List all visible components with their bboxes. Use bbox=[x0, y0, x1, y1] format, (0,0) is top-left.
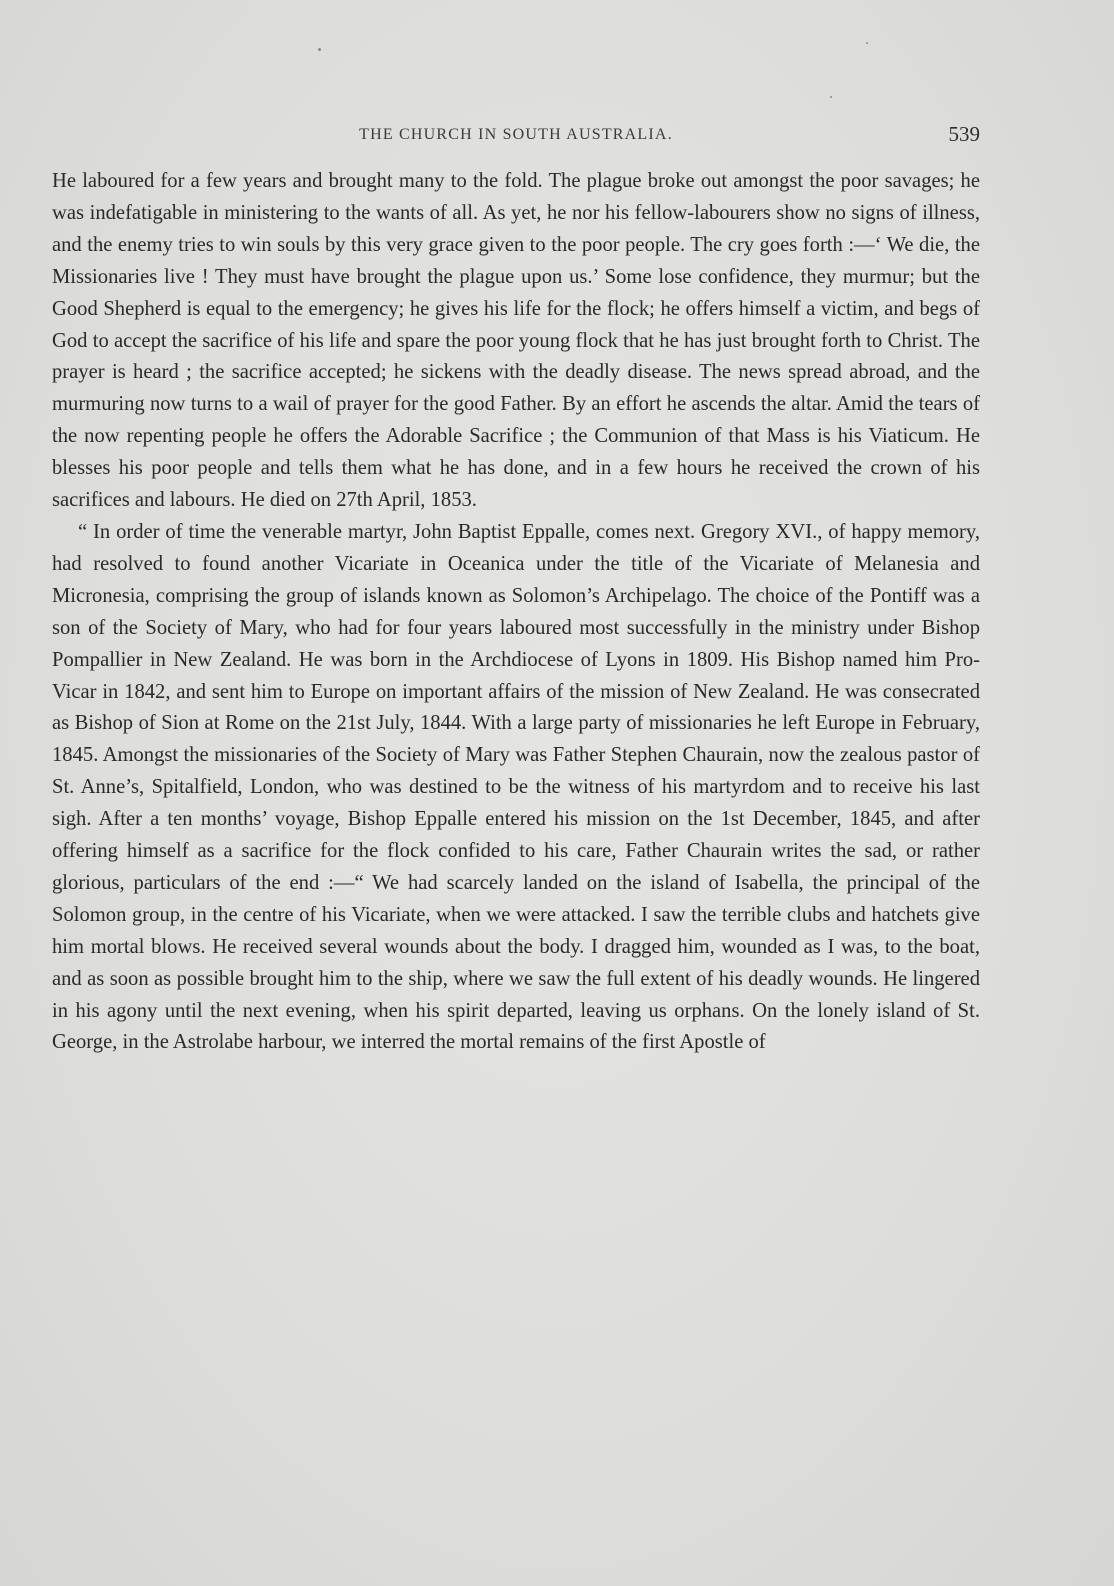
page-header bbox=[52, 120, 980, 156]
page-number: 539 bbox=[948, 122, 980, 146]
body-text bbox=[52, 166, 980, 1059]
paragraph: “ In order of time the venerable martyr, John Baptist Eppalle, comes next. Gregory XVI., of happy memory, had resolved to found another Vicariate in Oceanica under the title of the Vicariate of Melanesia and Micronesia, comprising the group of islands known as Solomon’s Archipelago. The choice of the Pontiff was a son of the Society of Mary, who had for four years laboured most successfully in the ministry under Bishop Pompallier in New Zealand. He was born in the Archdiocese of Lyons in 1809. His Bishop named him Pro-Vicar in 1842, and sent him to Europe on important affairs of the mission of New Zealand. He was consecrated as Bishop of Sion at Rome on the 21st July, 1844. With a large party of missionaries he left Europe in February, 1845. Amongst the missionaries of the Society of Mary was Father Stephen Chaurain, now the zealous pastor of St. Anne’s, Spitalfield, London, who was destined to be the witness of his martyrdom and to receive his last sigh. After a ten months’ voyage, Bishop Eppalle entered his mission on the 1st December, 1845, and after offering himself as a sacrifice for the flock confided to his care, Father Chaurain writes the sad, or rather glorious, particulars of the end :—“ We had scarcely landed on the island of Isabella, the principal of the Solomon group, in the centre of his Vicariate, when we were attacked. I saw the terrible clubs and hatchets give him mortal blows. He received several wounds about the body. I dragged him, wounded as I was, to the boat, and as soon as possible brought him to the ship, where we saw the full extent of his deadly wounds. He lingered in his agony until the next evening, when his spirit departed, leaving us orphans. On the lonely island of St. George, in the Astrolabe harbour, we interred the mortal remains of the first Apostle of bbox=[52, 520, 980, 1054]
paper-speck bbox=[866, 42, 868, 44]
paper-speck bbox=[318, 48, 321, 51]
paper-speck bbox=[830, 96, 832, 98]
running-head: THE CHURCH IN SOUTH AUSTRALIA. bbox=[359, 126, 673, 143]
paragraph: He laboured for a few years and brought many to the fold. The plague broke out amongst the poor savages; he was indefatigable in ministering to the wants of all. As yet, he nor his fellow-labourers show no signs of illness, and the enemy tries to win souls by this very grace given to the poor people. The cry goes forth :—‘ We die, the Missionaries live ! They must have brought the plague upon us.’ Some lose confidence, they murmur; but the Good Shepherd is equal to the emergency; he gives his life for the flock; he offers himself a victim, and begs of God to accept the sacrifice of his life and spare the poor young flock that he has just brought forth to Christ. The prayer is heard ; the sacrifice accepted; he sickens with the deadly disease. The news spread abroad, and the murmuring now turns to a wail of prayer for the good Father. By an effort he ascends the altar. Amid the tears of the now repenting people he offers the Adorable Sacrifice ; the Communion of that Mass is his Viaticum. He blesses his poor people and tells them what he has done, and in a few hours he received the crown of his sacrifices and labours. He died on 27th April, 1853. bbox=[52, 170, 980, 512]
